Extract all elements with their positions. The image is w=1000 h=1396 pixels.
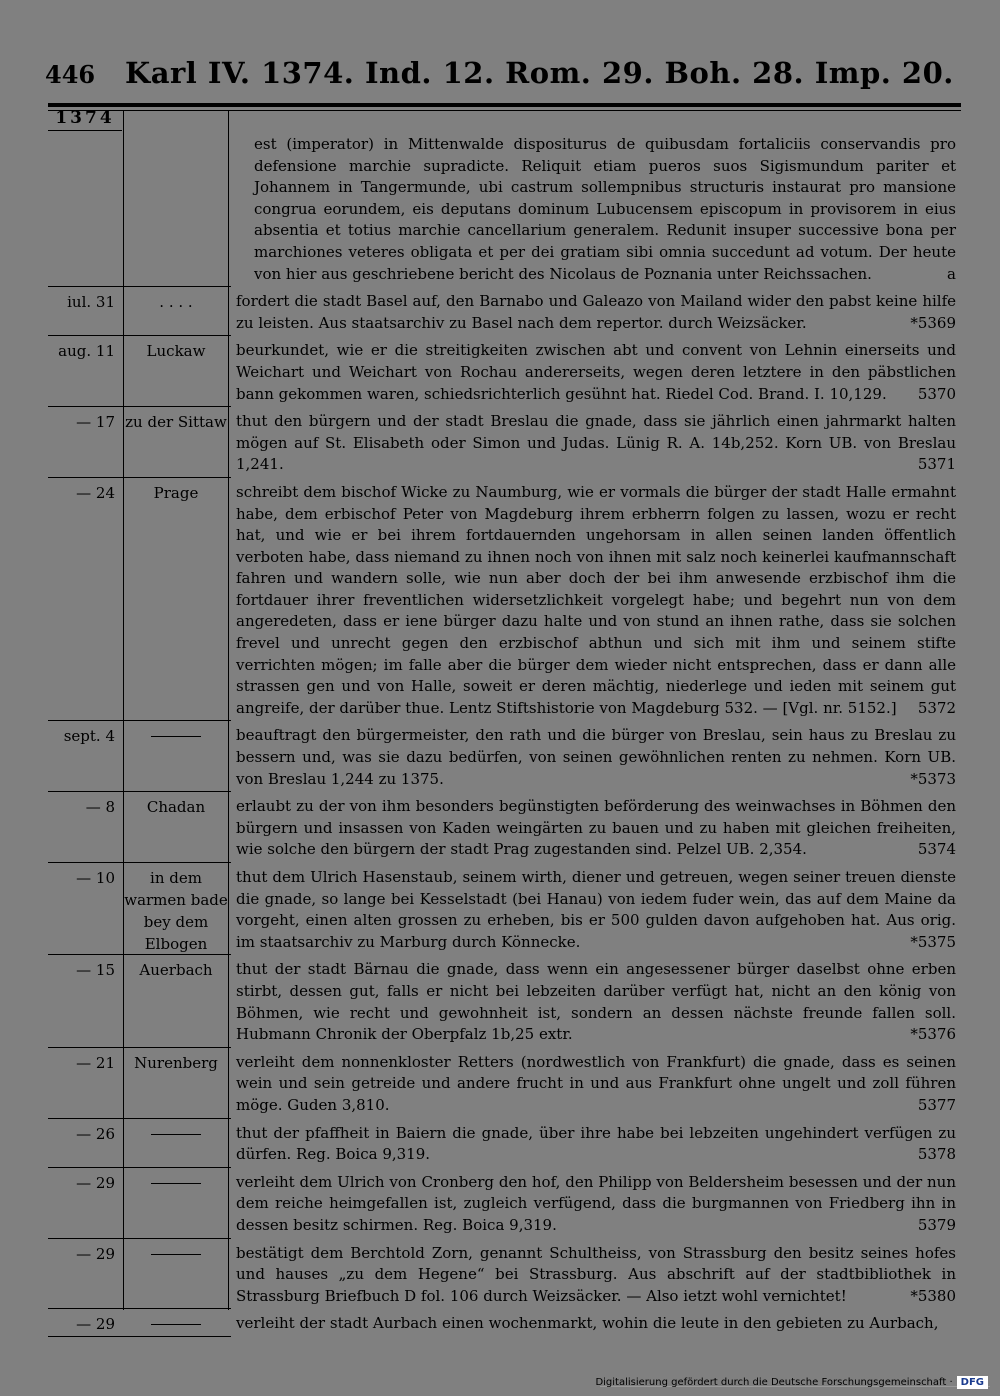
entry-text xyxy=(236,336,956,407)
regest-number: *5380 xyxy=(910,1286,956,1305)
regest-entry xyxy=(0,721,1000,792)
entry-date: — 29 xyxy=(76,1173,115,1192)
entry-text xyxy=(236,1119,956,1168)
entry-body: est (imperator) in Mittenwalde dispositurus de quibusdam fortaliciis conservandis pro defensione marchie supradicte. Reliquit etiam pueros suos Sigismundum pariter et Johannem in Tangermunde, ubi castrum sollempnibus structuris instaurat pro mansione congrua eorundem, eis deputans dominum Lubucensem episcopum in provisorem in eius absentia et totius marchie cancellarium generalem. Redunit insuper successive bona per marchiones veteres obligata et per dei gratiam sibi omnia succedunt ad votum. Der heute von hier aus geschriebene bericht des Nicolaus de Poznania unter Reichssachen. xyxy=(254,135,956,283)
entry-text xyxy=(236,407,956,478)
entry-date: — 21 xyxy=(76,1053,115,1072)
entry-text xyxy=(236,863,956,955)
entry-body: verleiht dem Ulrich von Cronberg den hof, den Philipp von Beldersheim besessen und der nun dem reiche heimgefallen ist, zugleich verfügend, dass die burgmannen von Friedberg ihn in dessen besitz schirmen. Reg. Boica 9,319. xyxy=(236,1172,956,1234)
entry-body: beauftragt den bürgermeister, den rath und die bürger von Breslau, sein haus zu Breslau zu bessern und, was sie dazu bedürfen, von seinen gewöhnlichen renten zu nehmen. Korn UB. von Breslau 1,244 zu 1375. xyxy=(236,726,956,788)
entry-date: — 17 xyxy=(76,413,115,432)
regest-number: *5369 xyxy=(910,313,956,332)
entry-body: schreibt dem bischof Wicke zu Naumburg, wie er vormals die bürger der stadt Halle ermahnt habe, dem erbischof Peter von Magdeburg ihrem erbherrn folgen zu lassen, wozu er recht hat, und wie er bei ihrem fortdauernden ungehorsam in allen seinen landen öffentlich verboten habe, dass niemand zu ihnen noch von ihnen mit salz noch keinerlei kaufmannschaft fahren und wandern solle, wie nun aber doch der bei ihm anwesende erzbischof ihm die fortdauer ihrer freventlichen widersetzlichkeit vorgelegt habe; und begehrt nun von dem angeredeten, dass er iene bürger dazu halte und von stund an ihnen rathe, dass sie solchen frevel und unrecht gegen den erzbischof abthun und sich mit ihm und seinem stifte verrichten mögen; im falle aber die bürger dem wieder nicht entsprechen, dass er dann alle strassen gen und von Halle, soweit er deren mächtig, niederlege und ieden mit seinem gut angreife, der darüber thue. Lentz Stiftshistorie von Magdeburg 532. — [Vgl. nr. 5152.] xyxy=(236,482,956,717)
regest-number: *5373 xyxy=(910,769,956,788)
regest-number: 5371 xyxy=(917,455,956,474)
entry-separator xyxy=(48,1336,231,1337)
entry-body: thut dem Ulrich Hasenstaub, seinem wirth, diener und getreuen, wegen seiner treuen dienste die gnade, so lange bei Kesselstadt (bei Hanau) von iedem fuder wein, das auf dem Maine da vorgeht, einen alten grossen zu erheben, bis er 500 gulden davon aufgehoben hat. Aus orig. im staatsarchiv zu Marburg durch Könnecke. xyxy=(236,868,956,951)
entry-date: sept. 4 xyxy=(63,727,115,746)
entry-place: Prage xyxy=(153,483,199,502)
regest-entry xyxy=(0,1048,1000,1119)
entry-place xyxy=(124,1123,228,1135)
entry-text xyxy=(236,721,956,792)
regest-number: 5379 xyxy=(917,1215,956,1234)
entry-text xyxy=(236,1309,956,1337)
entry-place: Luckaw xyxy=(146,342,206,361)
entry-body: thut der pfaffheit in Baiern die gnade, über ihre habe bei lebzeiten ungehindert verfügen zu dürfen. Reg. Boica 9,319. xyxy=(236,1123,956,1164)
regest-entry xyxy=(0,407,1000,478)
entry-place xyxy=(124,1243,228,1255)
entry-text xyxy=(236,792,956,863)
entry-body: erlaubt zu der von ihm besonders begünstigten beförderung des weinwachses in Böhmen den bürgern und insassen von Kaden weingärten zu bauen und zu haben mit gleichen freiheiten, wie solche den bürgern der stadt Prag zugestanden sind. Pelzel UB. 2,354. xyxy=(236,797,956,859)
page-header xyxy=(45,56,965,96)
entry-text xyxy=(236,1239,956,1310)
entry-text xyxy=(236,287,956,336)
header-rule-thick xyxy=(48,103,961,107)
footer xyxy=(595,1376,988,1389)
entry-body: verleiht der stadt Aurbach einen wochenmarkt, wohin die leute in den gebieten zu Aurbach, xyxy=(236,1314,939,1333)
regest-entry xyxy=(0,863,1000,955)
dfg-logo-icon: DFG xyxy=(957,1376,988,1389)
entry-body: bestätigt dem Berchtold Zorn, genannt Schultheiss, von Strassburg den besitz seines hofes und hauses „zu dem Hegene“ bei Strassburg. Aus abschrift auf der stadtbibliothek in Strassburg Briefbuch D fol. 106 durch Weizsäcker. — Also ietzt wohl vernichtet! xyxy=(236,1243,956,1305)
regest-number: *5376 xyxy=(910,1025,956,1044)
entry-date: aug. 11 xyxy=(58,342,115,361)
entry-body: fordert die stadt Basel auf, den Barnabo und Galeazo von Mailand wider den pabst keine hilfe zu leisten. Aus staatsarchiv zu Basel nach dem repertor. durch Weizsäcker. xyxy=(236,292,956,332)
regest-number: 5377 xyxy=(917,1095,956,1114)
entry-place: zu der Sittaw xyxy=(125,413,227,432)
year-label: 1374 xyxy=(55,108,115,128)
entry-date: — 29 xyxy=(76,1315,115,1334)
entry-text xyxy=(236,1168,956,1239)
entry-body: verleiht dem nonnenkloster Retters (nordwestlich von Frankfurt) die gnade, dass es seinen wein und sein getreide und andere frucht in und aus Frankfurt ohne ungelt und zoll führen möge. Guden 3,810. xyxy=(236,1052,956,1114)
regest-number: a xyxy=(947,264,956,283)
regest-entry xyxy=(0,130,1000,287)
regest-entry xyxy=(0,287,1000,336)
regest-entry xyxy=(0,792,1000,863)
regest-entry xyxy=(0,1168,1000,1239)
running-title: Karl IV. 1374. Ind. 12. Rom. 29. Boh. 28. Imp. 20. xyxy=(125,56,954,90)
regest-number: 5372 xyxy=(917,698,956,717)
entry-place: Nurenberg xyxy=(134,1053,218,1072)
regest-number: *5375 xyxy=(910,932,956,951)
page-number: 446 xyxy=(45,60,96,89)
entry-body: thut der stadt Bärnau die gnade, dass wenn ein angesessener bürger daselbst ohne erben stirbt, dessen gut, falls er nicht bei lebzeiten darüber verfügt hat, nicht an den könig von Böhmen, wie recht und gewohnheit ist, sondern an dessen nächste freunde fallen soll. Hubmann Chronik der Oberpfalz 1b,25 extr. xyxy=(236,960,956,1044)
entry-place: in dem warmen bade bey dem Elbogen xyxy=(124,869,228,953)
regest-entry xyxy=(0,955,1000,1047)
entry-date: — 29 xyxy=(76,1244,115,1263)
entry-place xyxy=(124,1313,228,1325)
entry-body: beurkundet, wie er die streitigkeiten zwischen abt und convent von Lehnin einerseits und Weichart und Weichart von Rochau andererseits, wegen deren letztere in den päbstlichen bann gekommen waren, schiedsrichterlich gesühnt hat. Riedel Cod. Brand. I. 10,129. xyxy=(236,341,956,403)
entry-place: . . . . xyxy=(159,293,193,312)
entry-text xyxy=(236,1048,956,1119)
regest-list xyxy=(0,130,1000,1337)
regest-entry xyxy=(0,1119,1000,1168)
entry-date: iul. 31 xyxy=(67,293,115,312)
entry-date: — 24 xyxy=(76,483,115,502)
entry-place: Chadan xyxy=(146,798,206,817)
entry-date: — 26 xyxy=(76,1124,115,1143)
regest-number: 5374 xyxy=(917,840,956,859)
entry-place xyxy=(124,1172,228,1184)
regest-entry xyxy=(0,478,1000,722)
entry-place: Auerbach xyxy=(139,961,213,980)
header-rule-thin xyxy=(48,110,961,111)
regest-entry xyxy=(0,1239,1000,1310)
regest-entry xyxy=(0,1309,1000,1337)
entry-text xyxy=(236,955,956,1047)
regest-number: 5378 xyxy=(917,1145,956,1164)
regest-entry xyxy=(0,336,1000,407)
entry-text xyxy=(236,478,956,722)
entry-place xyxy=(124,725,228,737)
entry-body: thut den bürgern und der stadt Breslau die gnade, dass sie jährlich einen jahrmarkt halten mögen auf St. Elisabeth oder Simon und Judas. Lünig R. A. 14b,252. Korn UB. von Breslau 1,241. xyxy=(236,412,956,474)
entry-text xyxy=(236,130,956,287)
entry-date: — 10 xyxy=(76,869,115,887)
footer-credit: Digitalisierung gefördert durch die Deutsche Forschungsgemeinschaft · xyxy=(595,1377,953,1388)
entry-date: — 15 xyxy=(76,961,115,980)
entry-date: — 8 xyxy=(85,798,115,817)
regest-number: 5370 xyxy=(917,384,956,403)
